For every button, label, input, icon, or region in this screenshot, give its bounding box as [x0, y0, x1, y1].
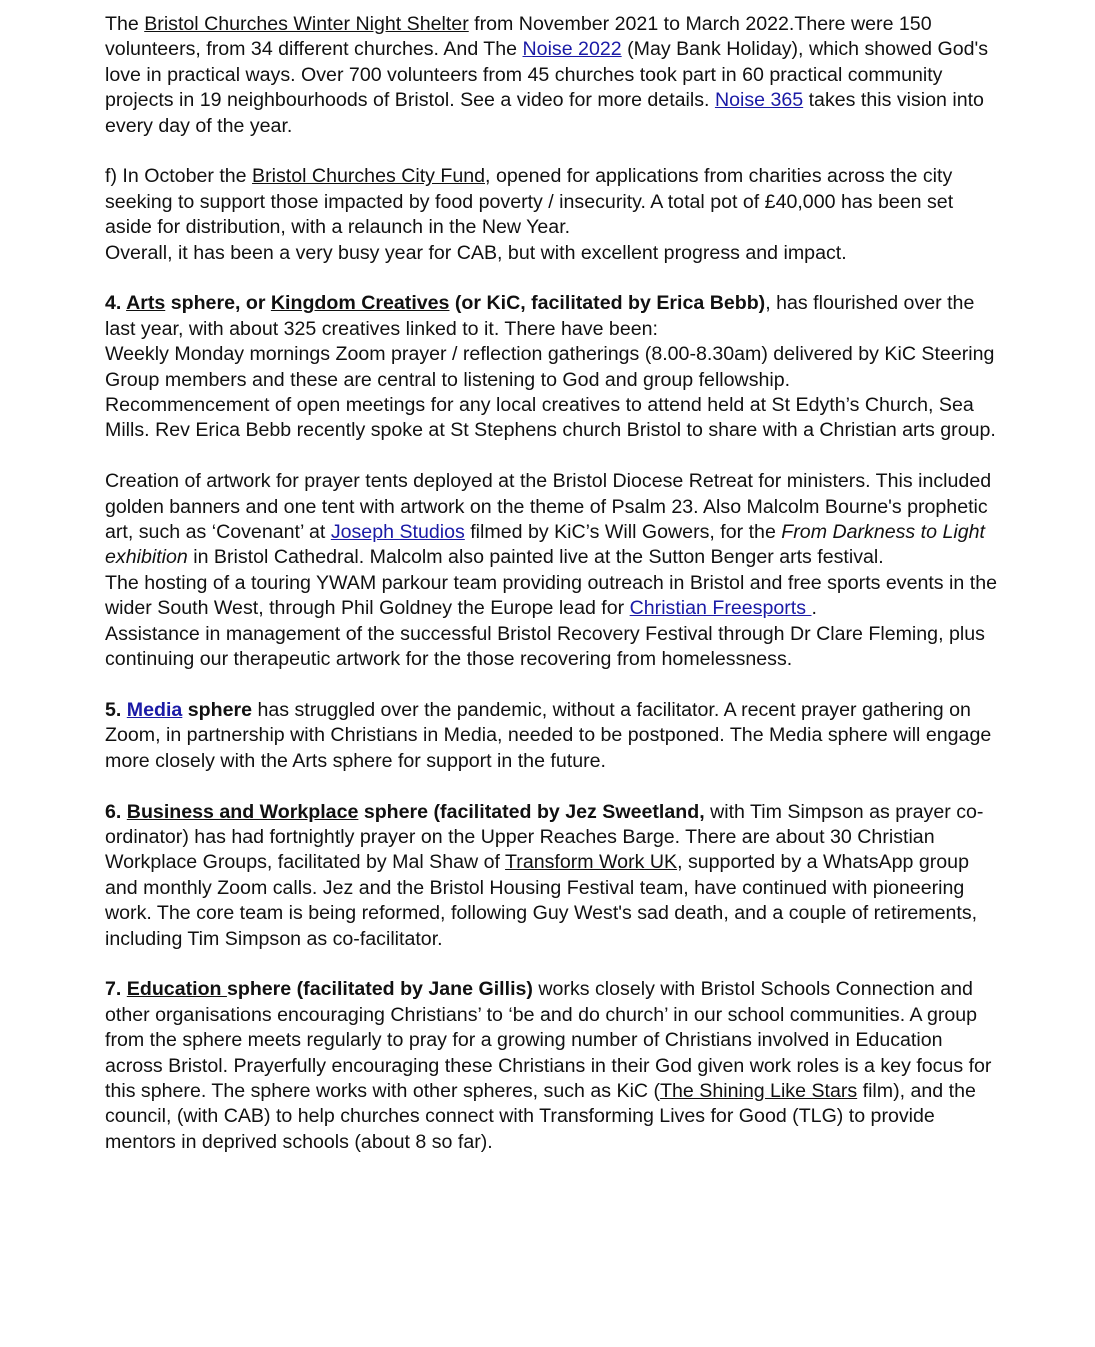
link-noise-365[interactable]: Noise 365: [714, 89, 804, 112]
link-winter-night-shelter[interactable]: Bristol Churches Winter Night Shelter: [144, 13, 469, 35]
link-joseph-studios[interactable]: Joseph Studios: [330, 521, 465, 544]
section-business: 6. Business and Workplace sphere (facilitated by Jez Sweetland, with Tim Simpson as prayer co-ordinator) has had fortnightly prayer on the Upper Reaches Barge. There are about 30 Christian Workplace Groups, facilitated by Mal Shaw of Transform Work UK, supported by a WhatsApp group and monthly Zoom calls. Jez and the Bristol Housing Festival team, have continued with pioneering work. The core team is being reformed, following Guy West's sad death, and a couple of retirements, including Tim Simpson as co-facilitator.: [105, 800, 984, 950]
paragraph-arts-meetings: Recommencement of open meetings for any local creatives to attend held at St Edyth’s Church, Sea Mills. Rev Erica Bebb recently spoke at St Stephens church Bristol to share with a Christian arts group.: [105, 394, 996, 442]
link-media[interactable]: Media: [126, 698, 183, 721]
paragraph-arts-ywam: The hosting of a touring YWAM parkour team providing outreach in Bristol and free sports events in the wider South West, through Phil Goldney the Europe lead for Christian Freesports .: [105, 571, 997, 620]
link-education[interactable]: Education: [126, 978, 227, 1001]
section-number: 5.: [105, 698, 127, 721]
link-noise-2022[interactable]: Noise 2022: [522, 38, 622, 61]
link-shining-like-stars[interactable]: The Shining Like Stars: [660, 1079, 858, 1102]
paragraph-winter-shelter: The Bristol Churches Winter Night Shelter from November 2021 to March 2022.There were 150 volunteers, from 34 different churches. And The Noise 2022 (May Bank Holiday), which showed God's love in practical ways. Over 700 volunteers from 45 churches took part in 60 practical community projects in 19 neighbourhoods of Bristol. See a video for more details. Noise 365 takes this vision into every day of the year.: [105, 13, 989, 137]
section-number: 6.: [105, 800, 127, 823]
link-city-fund[interactable]: Bristol Churches City Fund,: [252, 165, 491, 188]
section-education: 7. Education sphere (facilitated by Jane Gillis) works closely with Bristol Schools Connection and other organisations encouraging Christians’ to ‘be and do church’ in our school communities. A group from the sphere meets regularly to pray for a growing number of Christians involved in Education across Bristol. Prayerfully encouraging these Christians in their God given work roles is a key focus for this sphere. The sphere works with other spheres, such as KiC (The Shining Like Stars film), and the council, (with CAB) to help churches connect with Transforming Lives for Good (TLG) to provide mentors in deprived schools (about 8 so far).: [105, 978, 992, 1153]
paragraph-arts-weekly: Weekly Monday mornings Zoom prayer / reflection gatherings (8.00-8.30am) delivered by KiC Steering Group members and these are central to listening to God and group fellowship.: [105, 343, 995, 391]
link-business-workplace[interactable]: Business and Workplace: [126, 800, 359, 823]
document-page: [105, 12, 1005, 1181]
section-media: 5. Media sphere has struggled over the pandemic, without a facilitator. A recent prayer gathering on Zoom, in partnership with Christians in Media, needed to be postponed. The Media sphere will engage more closely with the Arts sphere for support in the future.: [105, 698, 992, 772]
section-number: 4.: [105, 292, 127, 315]
exhibition-title: From Darkness to Light exhibition: [105, 521, 985, 569]
section-arts-heading: 4. Arts sphere, or Kingdom Creatives (or KiC, facilitated by Erica Bebb), has flourished over the last year, with about 325 creatives linked to it. There have been:: [105, 292, 975, 340]
section-number: 7.: [105, 978, 127, 1001]
link-arts[interactable]: Arts: [126, 292, 166, 315]
paragraph-overall: Overall, it has been a very busy year for CAB, but with excellent progress and impact.: [105, 241, 847, 264]
paragraph-arts-artwork: Creation of artwork for prayer tents deployed at the Bristol Diocese Retreat for ministers. This included golden banners and one tent with artwork on the theme of Psalm 23. Also Malcolm Bourne's prophetic art, such as ‘Covenant’ at Joseph Studios filmed by KiC’s Will Gowers, for the From Darkness to Light exhibition in Bristol Cathedral. Malcolm also painted live at the Sutton Benger arts festival.: [105, 470, 992, 569]
link-christian-freesports[interactable]: Christian Freesports: [629, 597, 812, 620]
link-kingdom-creatives[interactable]: Kingdom Creatives: [270, 292, 450, 315]
link-transform-work-uk[interactable]: Transform Work UK: [505, 851, 678, 874]
paragraph-city-fund: f) In October the Bristol Churches City Fund, opened for applications from charities across the city seeking to support those impacted by food poverty / insecurity. A total pot of £40,000 has been set aside for distribution, with a relaunch in the New Year.: [105, 165, 954, 239]
paragraph-arts-recovery: Assistance in management of the successful Bristol Recovery Festival through Dr Clare Fleming, plus continuing our therapeutic artwork for the those recovering from homelessness.: [105, 622, 985, 671]
